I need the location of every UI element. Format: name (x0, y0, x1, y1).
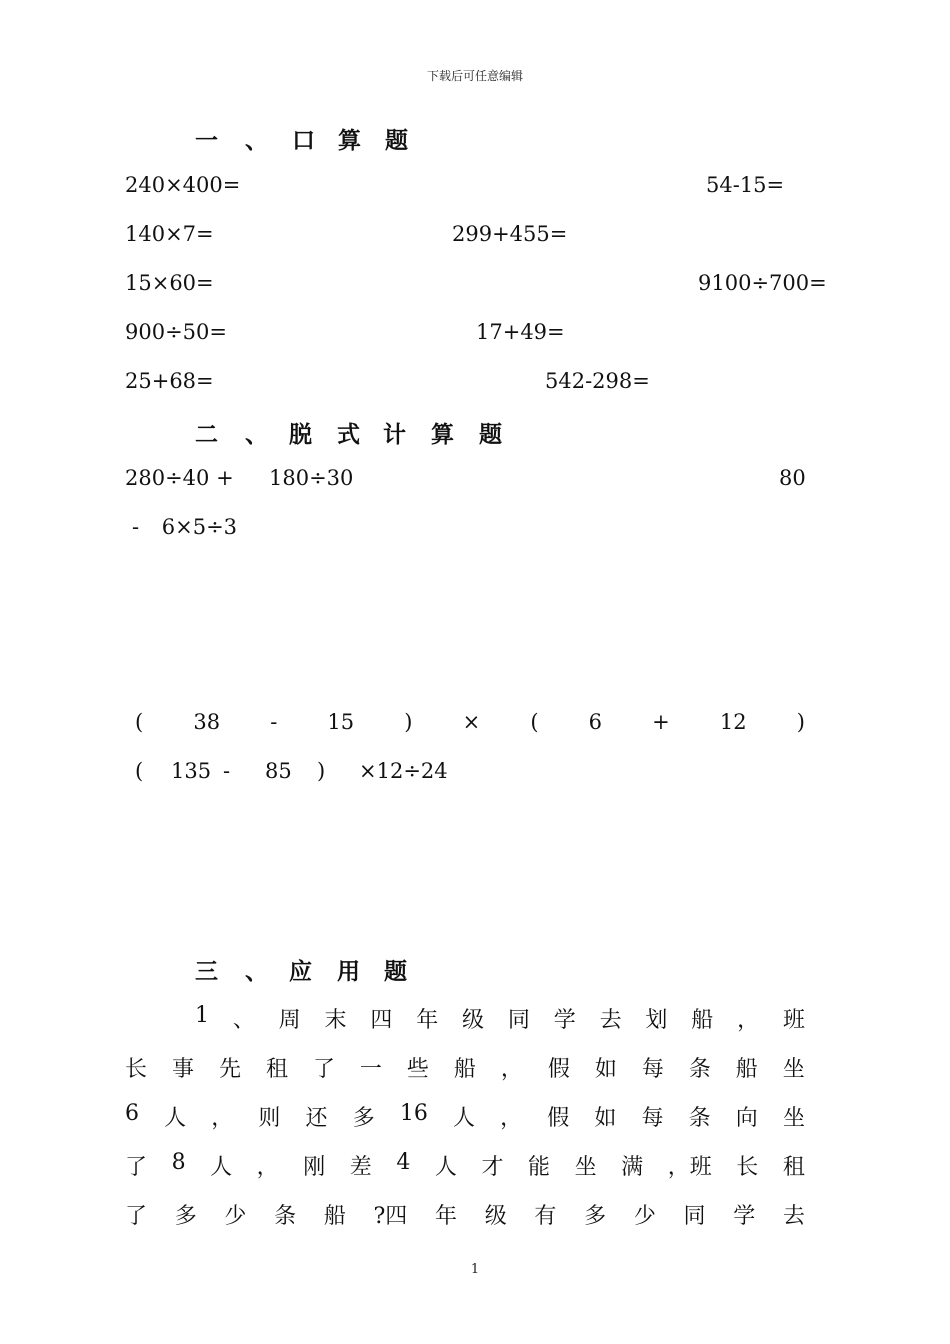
problem-char: 长 (125, 1057, 148, 1082)
problem-char: 如 (594, 1106, 617, 1131)
section2-title-char: 式 (337, 421, 360, 448)
problem-char: 四 (370, 1008, 393, 1033)
problem-char: 班 (782, 1008, 805, 1033)
problem-140x7: 140×7= (125, 222, 214, 246)
problem-char: 学 (733, 1204, 756, 1229)
problem-char: 了 (125, 1155, 148, 1180)
expr-token: - (270, 710, 278, 734)
section1-title (195, 122, 408, 155)
problem-char: 些 (406, 1057, 429, 1082)
problem-char: 能 (528, 1155, 551, 1180)
problem-char: 船 (691, 1008, 714, 1033)
section2-title-char: 脱 (289, 421, 312, 448)
word-problem-line-1 (195, 1003, 805, 1034)
problem-char: 多 (584, 1204, 607, 1229)
problem-char: 级 (484, 1204, 507, 1229)
problem-char: 满 (621, 1155, 644, 1180)
problem-char: 船 (735, 1057, 758, 1082)
expr-token: 135 (171, 759, 212, 783)
problem-char: ，班 (667, 1155, 712, 1180)
section3-title-char: 、 (245, 958, 268, 985)
expr-token: 6 (588, 710, 603, 734)
expression-80-start: 80 (779, 466, 806, 490)
problem-char: 周 (278, 1008, 301, 1033)
section3-title (195, 953, 407, 986)
problem-char: 了 (312, 1057, 335, 1082)
expr-token: ) (796, 710, 805, 734)
problem-char: 末 (324, 1008, 347, 1033)
problem-char: 人 (210, 1155, 233, 1180)
problem-char: 差 (349, 1155, 372, 1180)
problem-char: 一 (359, 1057, 382, 1082)
section1-title-char: 算 (338, 127, 361, 154)
problem-char: ， (500, 1106, 523, 1131)
problem-char: 先 (218, 1057, 241, 1082)
word-problem-line-4 (125, 1150, 805, 1181)
problem-char: 有 (534, 1204, 557, 1229)
expression-135-85 (135, 759, 448, 783)
problem-char: 假 (547, 1057, 570, 1082)
problem-char: 条 (688, 1106, 711, 1131)
problem-char: ， (211, 1106, 234, 1131)
problem-char: 人 (434, 1155, 457, 1180)
section1-title-char: 一 (195, 127, 218, 154)
problem-char: 还 (305, 1106, 328, 1131)
problem-char: 年 (435, 1204, 458, 1229)
section3-title-char: 用 (337, 958, 360, 985)
expr-token: ( (135, 759, 144, 783)
problem-char: 少 (224, 1204, 247, 1229)
problem-240x400: 240×400= (125, 173, 241, 197)
expr-token: 38 (193, 710, 221, 734)
problem-char: ， (256, 1155, 279, 1180)
problem-25+68: 25+68= (125, 369, 214, 393)
expr-token: 15 (327, 710, 355, 734)
word-problem-line-5 (125, 1199, 805, 1230)
section1-title-char: 口 (292, 127, 315, 154)
problem-char: 划 (645, 1008, 668, 1033)
problem-char: 去 (782, 1204, 805, 1229)
word-problem-line-3 (125, 1101, 805, 1132)
expr-token: 12 (719, 710, 747, 734)
section2-title (195, 416, 502, 449)
section2-title-char: 、 (245, 421, 268, 448)
problem-char: 如 (594, 1057, 617, 1082)
problem-char: 条 (688, 1057, 711, 1082)
problem-char: 多 (352, 1106, 375, 1131)
problem-char: 同 (507, 1008, 530, 1033)
expr-token: + (652, 710, 670, 734)
problem-char: 学 (553, 1008, 576, 1033)
problem-char: 4 (396, 1150, 411, 1175)
problem-char: 、 (232, 1008, 255, 1033)
page-number: 1 (470, 1262, 480, 1277)
problem-54-15: 54-15= (706, 173, 785, 197)
section3-title-char: 三 (195, 958, 218, 985)
page-header: 下载后可任意编辑 (426, 69, 523, 83)
expr-token: ) (317, 759, 326, 783)
problem-char: 了 (125, 1204, 148, 1229)
problem-char: ?四 (373, 1204, 408, 1229)
problem-char: 租 (782, 1155, 805, 1180)
problem-char: 人 (164, 1106, 187, 1131)
problem-299+455: 299+455= (452, 222, 568, 246)
problem-char: 同 (683, 1204, 706, 1229)
problem-char: ， (500, 1057, 523, 1082)
expr-token: ×12÷24 (359, 759, 448, 783)
section2-title-char: 算 (431, 421, 454, 448)
problem-char: 16 (399, 1101, 428, 1126)
expr-token: - (223, 759, 231, 783)
section3-title-char: 题 (384, 958, 407, 985)
problem-char: 坐 (782, 1057, 805, 1082)
section2-title-char: 二 (195, 421, 218, 448)
section1-title-char: 、 (245, 127, 268, 154)
problem-char: 多 (174, 1204, 197, 1229)
word-problem-line-2 (125, 1052, 805, 1083)
problem-900div50: 900÷50= (125, 320, 227, 344)
problem-char: 少 (633, 1204, 656, 1229)
problem-17+49: 17+49= (476, 320, 565, 344)
problem-char: 年 (416, 1008, 439, 1033)
expr-token: ) (404, 710, 413, 734)
section1-title-char: 题 (385, 127, 408, 154)
problem-char: 每 (641, 1057, 664, 1082)
expr-token: ( (530, 710, 539, 734)
problem-char: 人 (452, 1106, 475, 1131)
problem-char: 租 (265, 1057, 288, 1082)
problem-char: 船 (323, 1204, 346, 1229)
problem-542-298: 542-298= (545, 369, 650, 393)
section2-title-char: 计 (383, 421, 406, 448)
problem-char: 事 (171, 1057, 194, 1082)
problem-char: 每 (641, 1106, 664, 1131)
problem-char: 级 (462, 1008, 485, 1033)
problem-char: 假 (547, 1106, 570, 1131)
expression-280div40: 280÷40 + (125, 466, 234, 490)
problem-char: 长 (736, 1155, 759, 1180)
expression-80-rest: - 6×5÷3 (132, 515, 238, 539)
section3-title-char: 应 (289, 958, 312, 985)
section2-title-char: 题 (479, 421, 502, 448)
problem-15x60: 15×60= (125, 271, 214, 295)
expr-token: × (462, 710, 481, 734)
expression-row-38-15 (135, 710, 805, 734)
problem-char: 才 (481, 1155, 504, 1180)
problem-char: 向 (735, 1106, 758, 1131)
problem-char: 坐 (782, 1106, 805, 1131)
problem-char: 去 (599, 1008, 622, 1033)
problem-char: 船 (453, 1057, 476, 1082)
problem-char: 6 (125, 1101, 139, 1126)
problem-char: 8 (171, 1150, 186, 1175)
problem-char: 条 (274, 1204, 297, 1229)
problem-char: 则 (258, 1106, 281, 1131)
expression-180div30: 180÷30 (269, 466, 354, 490)
problem-char: 1 (195, 1003, 209, 1028)
problem-9100div700: 9100÷700= (698, 271, 827, 295)
expr-token: 85 (265, 759, 292, 783)
problem-char: ， (737, 1008, 760, 1033)
expr-token: ( (135, 710, 144, 734)
problem-char: 坐 (574, 1155, 597, 1180)
problem-char: 刚 (303, 1155, 326, 1180)
